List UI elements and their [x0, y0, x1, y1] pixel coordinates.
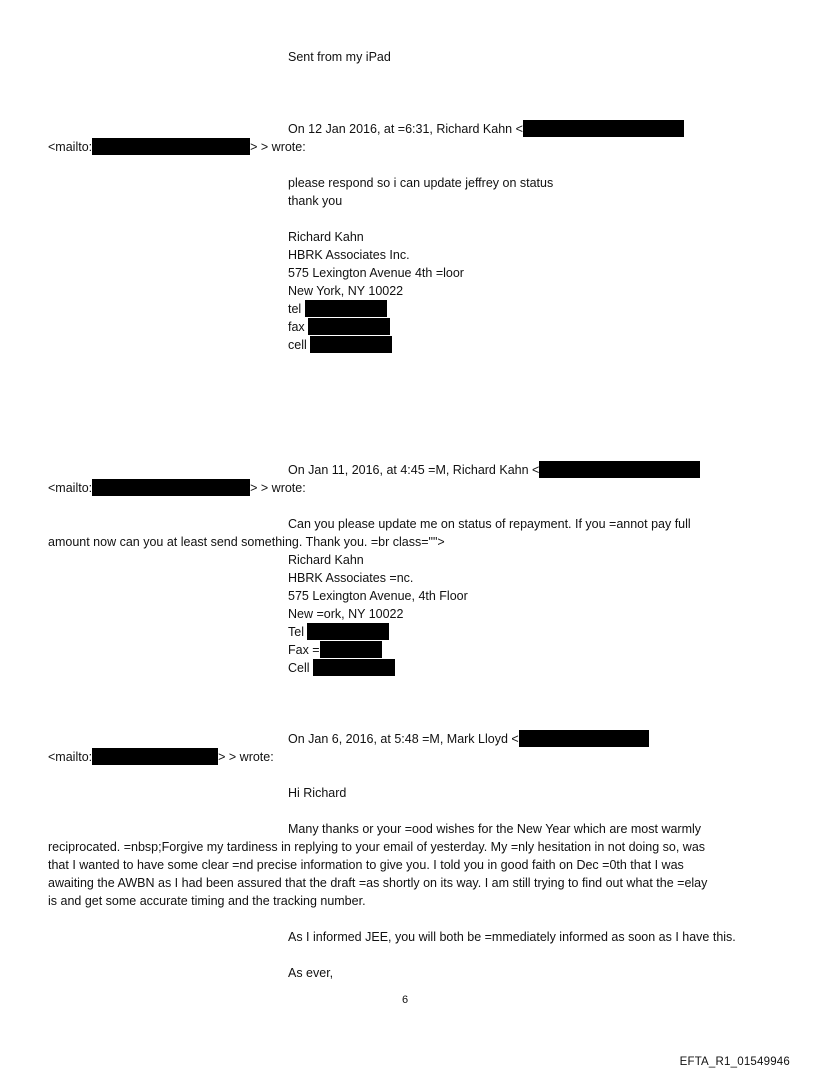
cell-label: Cell	[288, 661, 310, 675]
fax-label: fax	[288, 320, 305, 334]
email1-body-line: thank you	[288, 194, 343, 208]
email3-header	[288, 730, 649, 748]
redaction-box	[310, 336, 392, 353]
email1-sig-company: HBRK Associates Inc.	[288, 248, 410, 262]
redaction-box	[92, 138, 250, 155]
email2-sig-fax	[288, 641, 382, 659]
email3-greeting: Hi Richard	[288, 786, 347, 800]
page-number: 6	[402, 994, 409, 1006]
email1-sig-cell	[288, 336, 392, 354]
redaction-box	[320, 641, 382, 658]
redaction-box	[523, 120, 684, 137]
email1-mailto-line	[48, 138, 306, 156]
email2-body-line: amount now can you at least send something. Thank you. =br class="">	[48, 535, 445, 549]
email3-body-line: awaiting the AWBN as I had been assured that the draft =as shortly on its way. I am still trying to find out what the =elay	[48, 876, 708, 890]
sent-from-line: Sent from my iPad	[288, 50, 391, 64]
mailto-prefix: <mailto:	[48, 750, 93, 764]
email1-sig-address: 575 Lexington Avenue 4th =loor	[288, 266, 464, 280]
email1-header-text: On 12 Jan 2016, at =6:31, Richard Kahn <	[288, 122, 523, 136]
redaction-box	[519, 730, 649, 747]
redaction-box	[313, 659, 395, 676]
email2-header	[288, 461, 700, 479]
mailto-suffix: > > wrote:	[250, 140, 306, 154]
email2-sig-cell	[288, 659, 395, 677]
email1-body-line: please respond so i can update jeffrey on status	[288, 176, 554, 190]
mailto-suffix: > > wrote:	[250, 481, 306, 495]
redaction-box	[92, 479, 250, 496]
email3-header-text: On Jan 6, 2016, at 5:48 =M, Mark Lloyd <	[288, 732, 519, 746]
email2-sig-address: 575 Lexington Avenue, 4th Floor	[288, 589, 468, 603]
tel-label: tel	[288, 302, 302, 316]
redaction-box	[92, 748, 218, 765]
email2-sig-tel	[288, 623, 389, 641]
email2-sig-name: Richard Kahn	[288, 553, 364, 567]
email3-closing: As ever,	[288, 966, 334, 980]
email1-sig-fax	[288, 318, 390, 336]
email1-sig-city: New York, NY 10022	[288, 284, 404, 298]
email2-header-text: On Jan 11, 2016, at 4:45 =M, Richard Kahn <	[288, 463, 540, 477]
redaction-box	[305, 300, 387, 317]
redaction-box	[307, 623, 389, 640]
email2-sig-city: New =ork, NY 10022	[288, 607, 404, 621]
mailto-prefix: <mailto:	[48, 140, 93, 154]
email3-body-line: Many thanks or your =ood wishes for the New Year which are most warmly	[288, 822, 702, 836]
email3-body-line: As I informed JEE, you will both be =mmediately informed as soon as I have this.	[288, 930, 736, 944]
bates-number: EFTA_R1_01549946	[679, 1056, 790, 1068]
email3-mailto-line	[48, 748, 274, 766]
email1-header	[288, 120, 684, 138]
cell-label: cell	[288, 338, 307, 352]
email1-sig-tel	[288, 300, 387, 318]
email3-body-line: reciprocated. =nbsp;Forgive my tardiness in replying to your email of yesterday. My =nly hesitation in not doing so, was	[48, 840, 706, 854]
redaction-box	[308, 318, 390, 335]
redaction-box	[539, 461, 700, 478]
fax-label: Fax =	[288, 643, 320, 657]
tel-label: Tel	[288, 625, 304, 639]
email3-body-line: that I wanted to have some clear =nd precise information to give you. I told you in good faith on Dec =0th that I was	[48, 858, 684, 872]
email2-body-line: Can you please update me on status of repayment. If you =annot pay full	[288, 517, 691, 531]
mailto-suffix: > > wrote:	[218, 750, 274, 764]
email1-sig-name: Richard Kahn	[288, 230, 364, 244]
email2-mailto-line	[48, 479, 306, 497]
mailto-prefix: <mailto:	[48, 481, 93, 495]
email2-sig-company: HBRK Associates =nc.	[288, 571, 414, 585]
email3-body-line: is and get some accurate timing and the tracking number.	[48, 894, 366, 908]
